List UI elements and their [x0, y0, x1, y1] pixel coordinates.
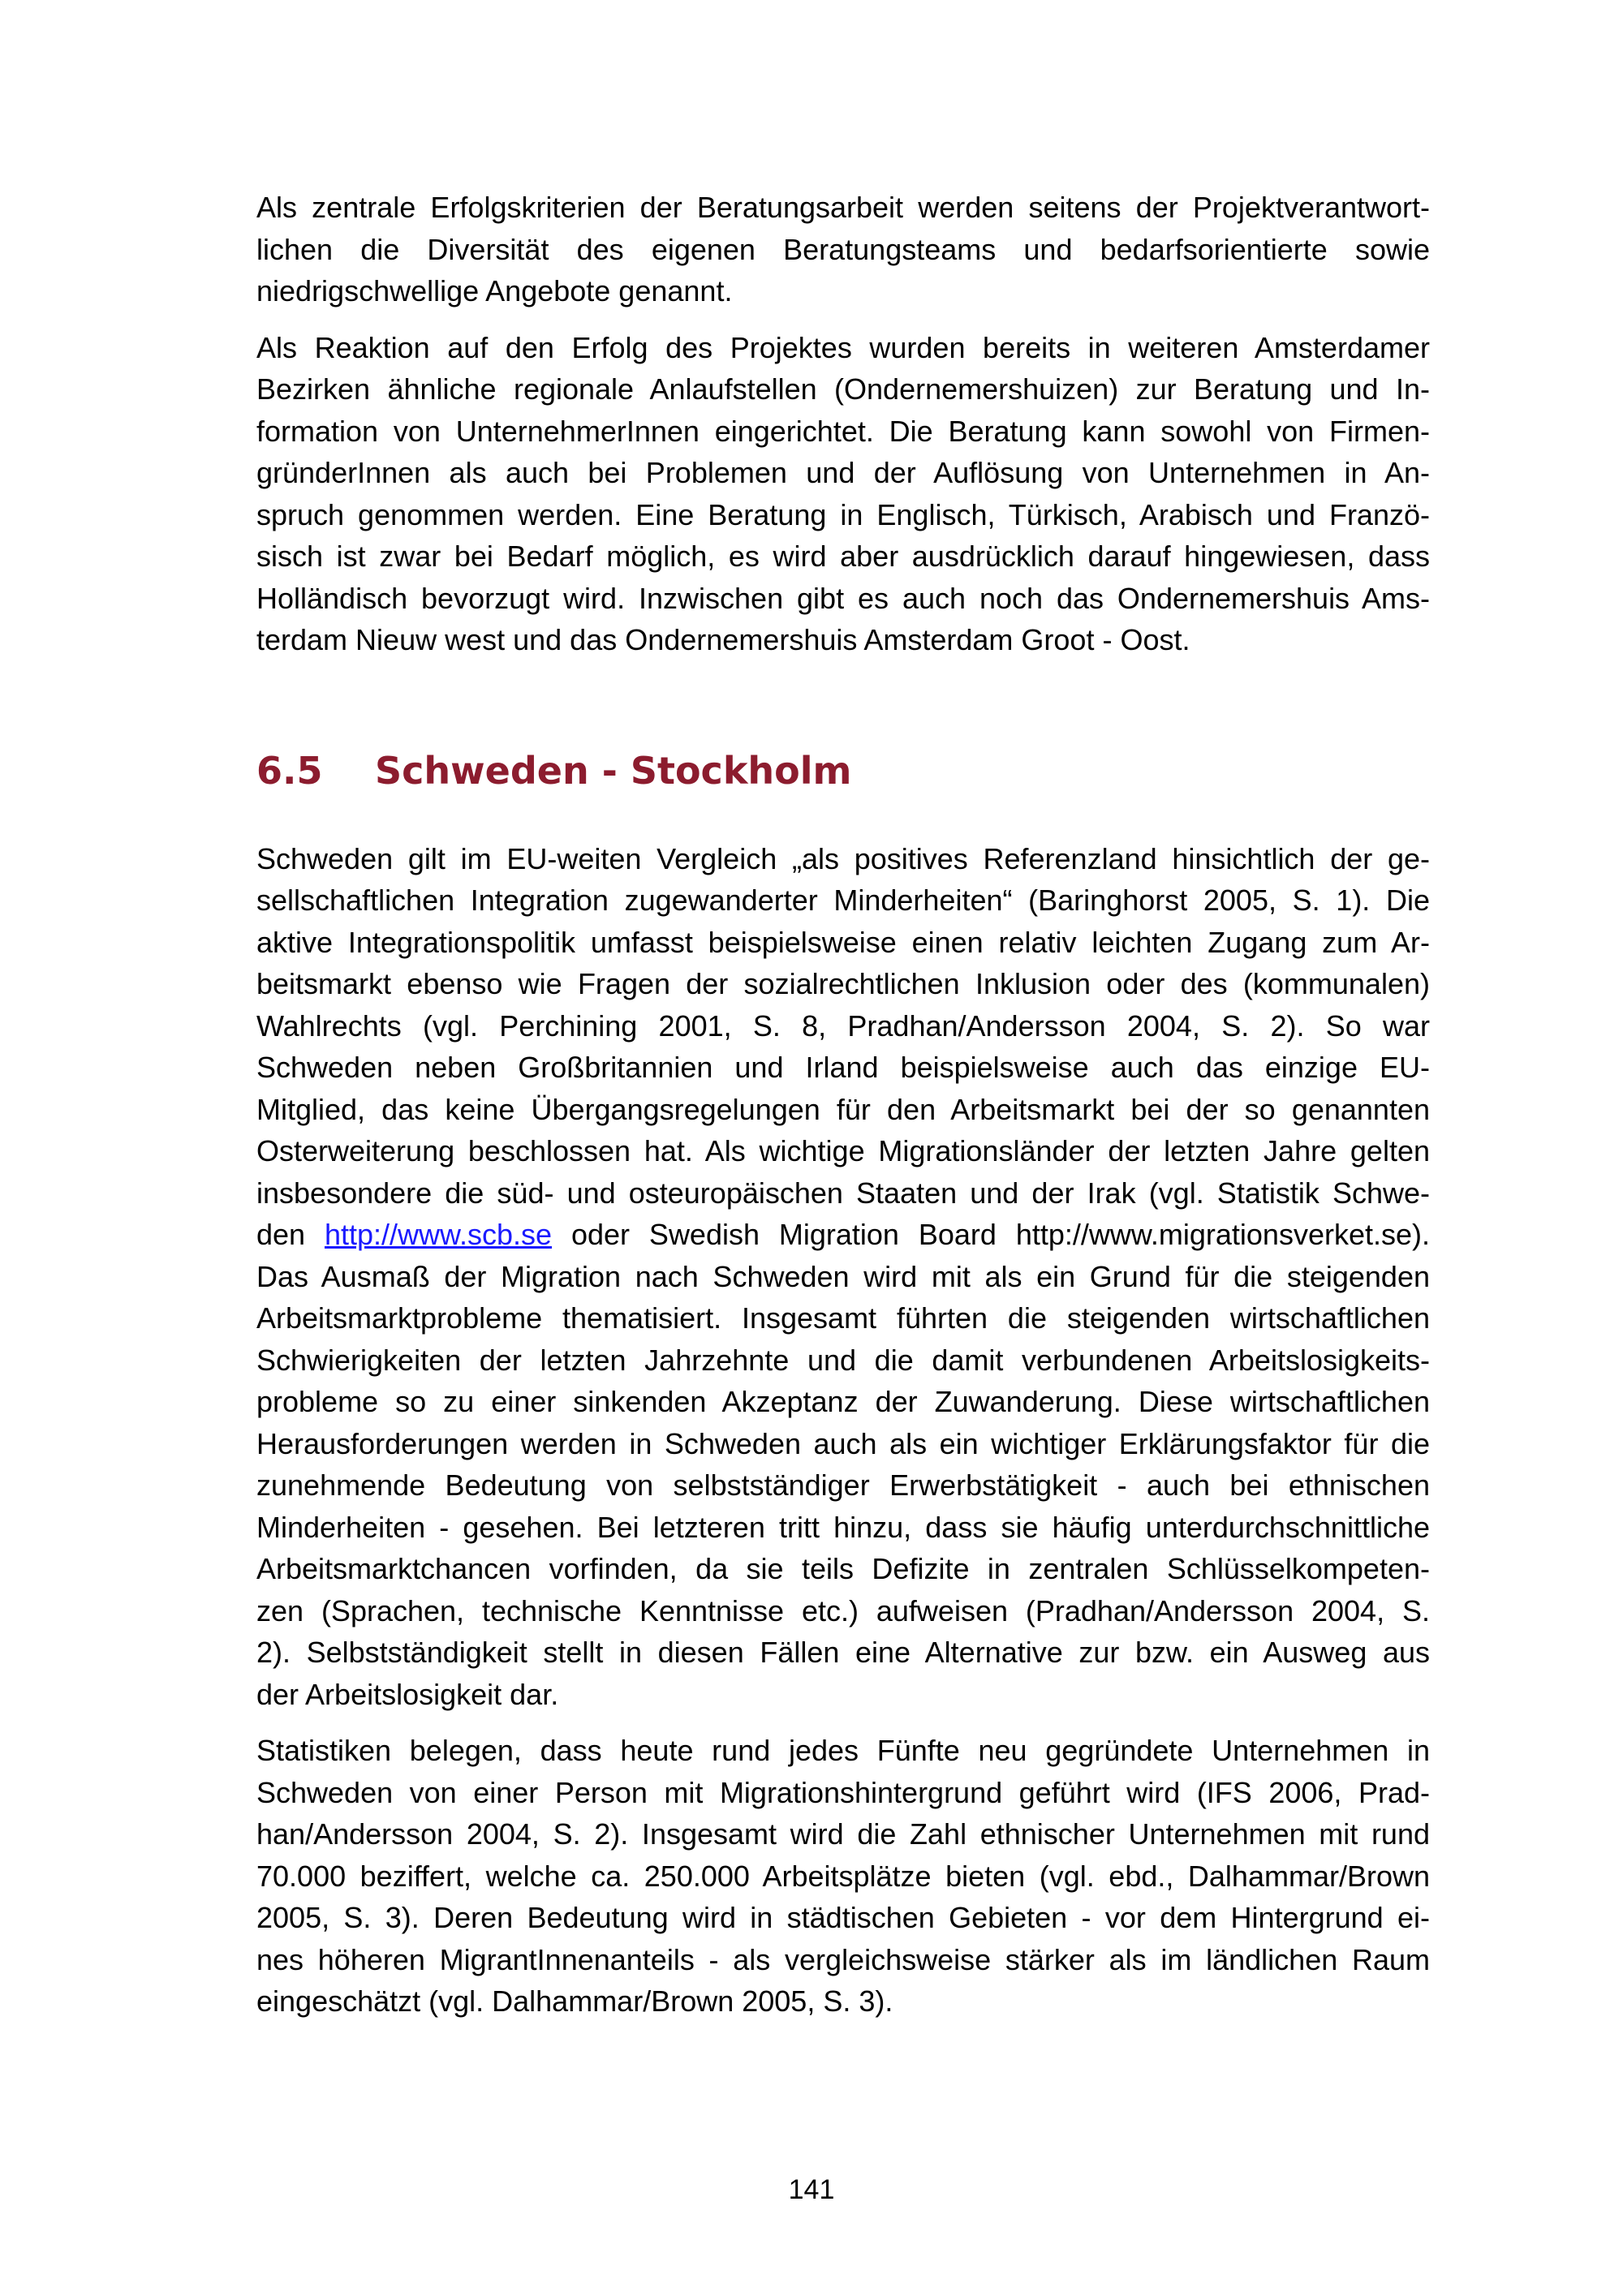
- text-line: Arbeitsmarktchancen vorfinden, da sie teils Defizite in zentralen Schlüsselkompeten-: [256, 1552, 1430, 1585]
- text-line: Schweden von einer Person mit Migrationshintergrund geführt wird (IFS 2006, Prad-: [256, 1775, 1430, 1809]
- text-line: nes höheren MigrantInnenanteils - als vergleichsweise stärker als im ländlichen Raum: [256, 1942, 1430, 1976]
- text-line: lichen die Diversität des eigenen Beratungsteams und bedarfsorientierte sowie: [256, 232, 1430, 266]
- link-line-suffix: oder Swedish Migration Board http://www.migrationsverket.se).: [552, 1218, 1430, 1251]
- text-line: zen (Sprachen, technische Kenntnisse etc.) aufweisen (Pradhan/Andersson 2004, S.: [256, 1593, 1430, 1627]
- text-line: 70.000 beziffert, welche ca. 250.000 Arbeitsplätze bieten (vgl. ebd., Dalhammar/Brown: [256, 1859, 1430, 1893]
- text-line: Schweden gilt im EU-weiten Vergleich „als positives Referenzland hinsichtlich der ge-: [256, 841, 1430, 875]
- text-line: Schwierigkeiten der letzten Jahrzehnte und die damit verbundenen Arbeitslosigkeits-: [256, 1343, 1430, 1377]
- section-title: Schweden - Stockholm: [375, 748, 852, 793]
- text-line: Das Ausmaß der Migration nach Schweden wird mit als ein Grund für die steigenden: [256, 1259, 1430, 1293]
- text-line: Arbeitsmarktprobleme thematisiert. Insgesamt führten die steigenden wirtschaftlichen: [256, 1301, 1430, 1335]
- text-line: Als Reaktion auf den Erfolg des Projektes wurden bereits in weiteren Amsterdamer: [256, 330, 1430, 364]
- scb-link[interactable]: http://www.scb.se: [324, 1218, 553, 1251]
- document-page: [256, 187, 1430, 2023]
- paragraph-amsterdam-reaction: [256, 327, 1430, 661]
- text-line: Osterweiterung beschlossen hat. Als wichtige Migrationsländer der letzten Jahre gelten: [256, 1134, 1430, 1167]
- section-heading: [256, 749, 1430, 793]
- text-line: 2005, S. 3). Deren Bedeutung wird in städtischen Gebieten - vor dem Hintergrund ei-: [256, 1901, 1430, 1934]
- page-number: 141: [788, 2174, 835, 2205]
- text-line: han/Andersson 2004, S. 2). Insgesamt wird die Zahl ethnischer Unternehmen mit rund: [256, 1817, 1430, 1851]
- text-line: aktive Integrationspolitik umfasst beispielsweise einen relativ leichten Zugang zum Ar-: [256, 925, 1430, 959]
- text-line: insbesondere die süd- und osteuropäischen Staaten und der Irak (vgl. Statistik Schwe-: [256, 1176, 1430, 1210]
- paragraph-statistics: [256, 1730, 1430, 2023]
- text-line: Statistiken belegen, dass heute rund jedes Fünfte neu gegründete Unternehmen in: [256, 1734, 1430, 1767]
- text-line: sisch ist zwar bei Bedarf möglich, es wird aber ausdrücklich darauf hingewiesen, dass: [256, 540, 1430, 573]
- text-line: Als zentrale Erfolgskriterien der Beratungsarbeit werden seitens der Projektverantwort-: [256, 191, 1430, 224]
- text-line: Bezirken ähnliche regionale Anlaufstellen (Ondernemershuizen) zur Beratung und In-: [256, 372, 1430, 406]
- text-line: Wahlrechts (vgl. Perchining 2001, S. 8, Pradhan/Andersson 2004, S. 2). So war: [256, 1008, 1430, 1043]
- text-line: eingeschätzt (vgl. Dalhammar/Brown 2005, S. 3).: [256, 1984, 893, 2018]
- text-line: der Arbeitslosigkeit dar.: [256, 1677, 559, 1711]
- text-line: gründerInnen als auch bei Problemen und der Auflösung von Unternehmen in An-: [256, 456, 1430, 489]
- text-line: Holländisch bevorzugt wird. Inzwischen gibt es auch noch das Ondernemershuis Ams-: [256, 581, 1430, 615]
- text-line: Schweden neben Großbritannien und Irland beispielsweise auch das einzige EU-: [256, 1051, 1430, 1084]
- text-line: formation von UnternehmerInnen eingerichtet. Die Beratung kann sowohl von Firmen-: [256, 414, 1430, 448]
- link-line-prefix: den: [256, 1218, 325, 1251]
- text-line: zunehmende Bedeutung von selbstständiger Erwerbstätigkeit - auch bei ethnischen: [256, 1468, 1430, 1502]
- text-line: probleme so zu einer sinkenden Akzeptanz der Zuwanderung. Diese wirtschaftlichen: [256, 1385, 1430, 1418]
- text-line: Herausforderungen werden in Schweden auch als ein wichtiger Erklärungsfaktor für die: [256, 1426, 1430, 1460]
- text-line: Mitglied, das keine Übergangsregelungen für den Arbeitsmarkt bei der so genannten: [256, 1092, 1430, 1126]
- text-line-with-link: [256, 1214, 1430, 1256]
- text-line: 2). Selbstständigkeit stellt in diesen Fällen eine Alternative zur bzw. ein Ausweg aus: [256, 1636, 1430, 1669]
- section-number: 6.5: [256, 748, 323, 793]
- paragraph-success-criteria: [256, 187, 1430, 312]
- text-line: niedrigschwellige Angebote genannt.: [256, 274, 733, 307]
- text-line: terdam Nieuw west und das Ondernemershuis Amsterdam Groot - Oost.: [256, 623, 1190, 656]
- text-line: spruch genommen werden. Eine Beratung in Englisch, Türkisch, Arabisch und Franzö-: [256, 497, 1430, 531]
- text-line: Minderheiten - gesehen. Bei letzteren tritt hinzu, dass sie häufig unterdurchschnittliche: [256, 1510, 1430, 1544]
- text-line: sellschaftlichen Integration zugewanderter Minderheiten“ (Baringhorst 2005, S. 1). Die: [256, 884, 1430, 917]
- text-line: beitsmarkt ebenso wie Fragen der sozialrechtlichen Inklusion oder des (kommunalen): [256, 967, 1430, 1000]
- paragraph-sweden-integration: [256, 838, 1430, 1716]
